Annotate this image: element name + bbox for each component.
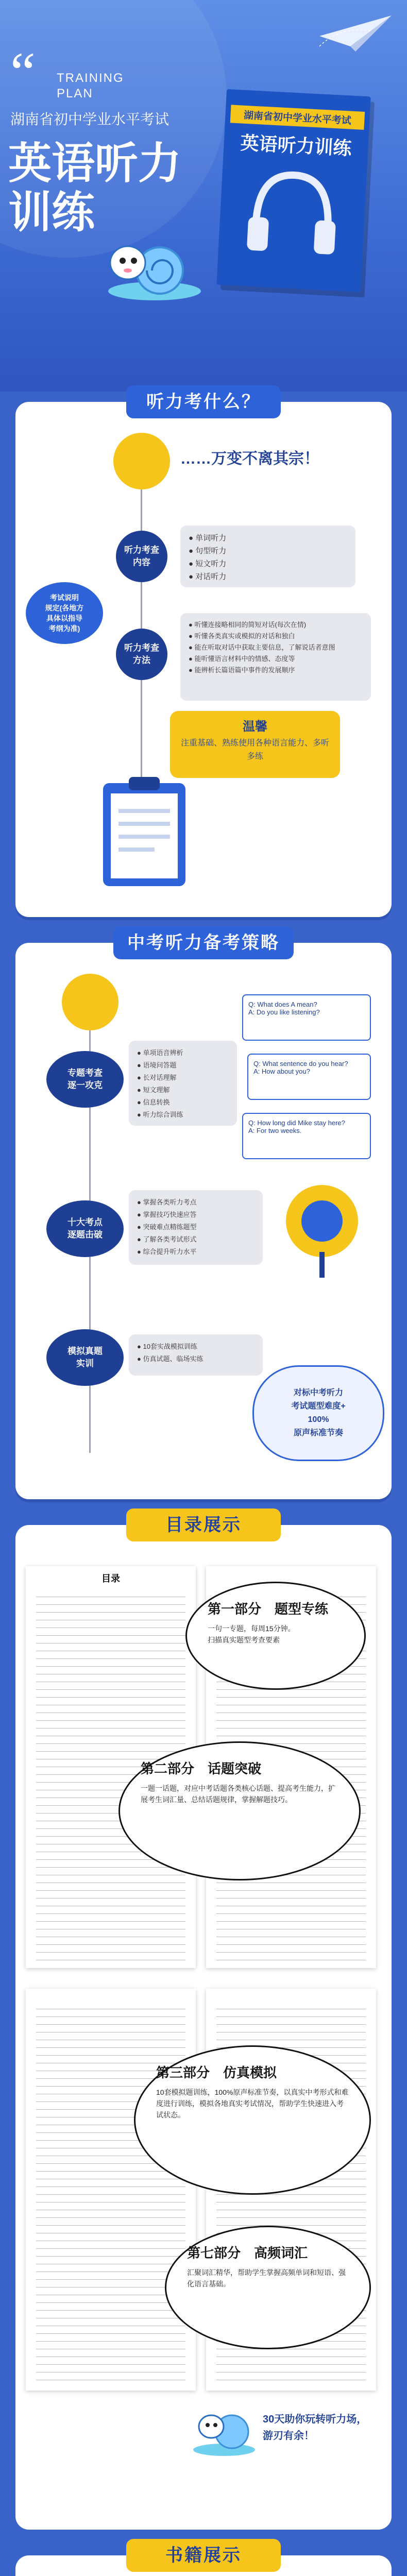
- dialog-card-2: Q: What sentence do you hear? A: How about you?: [247, 1054, 371, 1100]
- tab-listening-what: 听力考什么？: [126, 385, 281, 418]
- method-item: ● 听懂连接略相同的简短对话(每次在情): [189, 621, 307, 629]
- bubble-title: 第一部分 题型专练: [208, 1602, 329, 1617]
- toc-footer-note: 30天助你玩转听力场， 游刃有余！: [263, 2414, 367, 2442]
- slogan: ……万变不离其宗！: [180, 450, 319, 467]
- tip-text: 注重基础、熟练使用各种语言能力、多听多练: [180, 739, 329, 761]
- quote-mark: “: [10, 41, 36, 104]
- strategy-item: ● 仿真试题、临场实练: [137, 1355, 204, 1363]
- dialog-card-1: Q: What does A mean? A: Do you like listening?: [242, 994, 371, 1041]
- bubble-title: 第三部分 仿真模拟: [156, 2065, 277, 2080]
- content-oval: 听力考查 内容: [116, 531, 167, 582]
- strategy-oval-3: 模拟真题 实训: [46, 1329, 124, 1386]
- strategy-item: ● 掌握各类听力考点: [137, 1198, 197, 1206]
- cloud-badge: [252, 1365, 384, 1461]
- exam-rule-oval: 考试说明 规定(各地方 具体以指导 考纲为准): [26, 582, 103, 644]
- plan-label: PLAN: [57, 87, 93, 100]
- bubble-text: 汇聚词汇精华，帮助学生掌握高频单词和短语、强化语言基础。: [187, 2268, 346, 2288]
- section-toc: [15, 1515, 392, 2530]
- method-item: ● 听懂各类真实或模拟的对话和独白: [189, 632, 295, 640]
- toc-bubble-4: [165, 2226, 371, 2349]
- strategy-item: ● 短文理解: [137, 1086, 170, 1094]
- method-item: ● 能听懂语言材料中的情感、态度等: [189, 655, 295, 663]
- content-item: ● 单词听力: [189, 534, 227, 543]
- bubble-text: 一题一话题，对应中考话题各类核心话题、提高考生能力，扩展考生词汇量、总结话题规律，掌握解题技巧。: [141, 1784, 335, 1804]
- toc-page-title: 目录: [101, 1573, 120, 1584]
- tip-title: 温馨: [243, 720, 267, 734]
- header: [0, 0, 407, 392]
- strategy-item: ● 语境问答题: [137, 1061, 177, 1069]
- content-item: ● 短文听力: [189, 560, 227, 568]
- content-items-box: [180, 526, 355, 587]
- book-cover-title: 英语听力训练: [240, 132, 352, 159]
- method-item: ● 能辨析长篇语篇中事件的发展顺序: [189, 666, 295, 674]
- strategy-item: ● 长对话理解: [137, 1074, 177, 1081]
- section-book-display: [15, 2546, 392, 2576]
- training-label: TRAINING: [57, 71, 124, 85]
- exam-subtitle: 湖南省初中学业水平考试: [10, 111, 169, 127]
- strategy-item: ● 掌握技巧快速应答: [137, 1211, 197, 1218]
- strategy-group-3: [129, 1334, 263, 1376]
- main-title-line1: 英语听力: [8, 139, 182, 188]
- toc-bubble-1: [185, 1582, 366, 1690]
- sun-decoration: [62, 974, 118, 1030]
- cloud-text: 对标中考听力 考试题型难度+ 100% 原声标准节奏: [291, 1388, 346, 1437]
- toc-bubble-3: [134, 2045, 371, 2195]
- toc-page-3: [26, 1989, 196, 2391]
- toc-lines: [36, 2002, 185, 2383]
- strategy-item: ● 听力综合训练: [137, 1111, 183, 1118]
- main-title-line2: 训练: [8, 188, 95, 236]
- dialog-card-3: Q: How long did Mike stay here? A: For two weeks.: [242, 1113, 371, 1159]
- headphones-icon: [239, 162, 346, 260]
- tab-toc: 目录展示: [126, 1509, 281, 1541]
- content-item: ● 对话听力: [189, 572, 227, 581]
- method-oval: 听力考查 方法: [116, 629, 167, 680]
- section-strategy: [15, 933, 392, 1499]
- strategy-item: ● 信息转换: [137, 1098, 170, 1106]
- bubble-text: 10套模拟题训练，100%原声标准节奏，以真实中考形式和难度进行训练，模拟各地真实考试情况，帮助学生快速进入考试状态。: [156, 2088, 349, 2119]
- paper-plane-icon: [319, 15, 392, 52]
- content-item: ● 句型听力: [189, 547, 227, 555]
- book-cover-top: 湖南省初中学业水平考试: [230, 105, 365, 130]
- sun-decoration: [113, 433, 170, 489]
- tab-strategy: 中考听力备考策略: [113, 926, 294, 959]
- bubble-title: 第七部分 高频词汇: [187, 2246, 308, 2261]
- tab-book-display: 书籍展示: [126, 2539, 281, 2572]
- tip-box: [170, 711, 340, 778]
- strategy-group-1: [129, 1041, 237, 1126]
- bubble-text: 一句一专题，每周15分钟。 扫描真实题型考查要素: [208, 1624, 295, 1644]
- bubble-title: 第二部分 话题突破: [141, 1761, 262, 1776]
- book-cover: [216, 89, 371, 292]
- snail-mascot: [98, 227, 201, 304]
- clipboard-illustration: [88, 773, 201, 891]
- strategy-oval-1: 专题考查 逐一攻克: [46, 1051, 124, 1108]
- toc-bubble-2: [118, 1741, 361, 1880]
- snail-mascot: [191, 2401, 258, 2458]
- strategy-item: ● 10套实战模拟训练: [137, 1343, 197, 1350]
- strategy-item: ● 综合提升听力水平: [137, 1248, 197, 1256]
- method-item: ● 能在听取对话中获取主要信息，了解说话者意图: [189, 643, 335, 651]
- strategy-group-2: [129, 1190, 263, 1265]
- strategy-item: ● 突破难点精练题型: [137, 1223, 197, 1231]
- section-listening-content: [15, 392, 392, 917]
- flower-decoration: [273, 1175, 371, 1278]
- strategy-item: ● 了解各类考试形式: [137, 1235, 197, 1243]
- strategy-item: ● 单项语音辨析: [137, 1049, 183, 1057]
- method-items-box: [180, 613, 371, 701]
- strategy-oval-2: 十大考点 逐题击破: [46, 1200, 124, 1257]
